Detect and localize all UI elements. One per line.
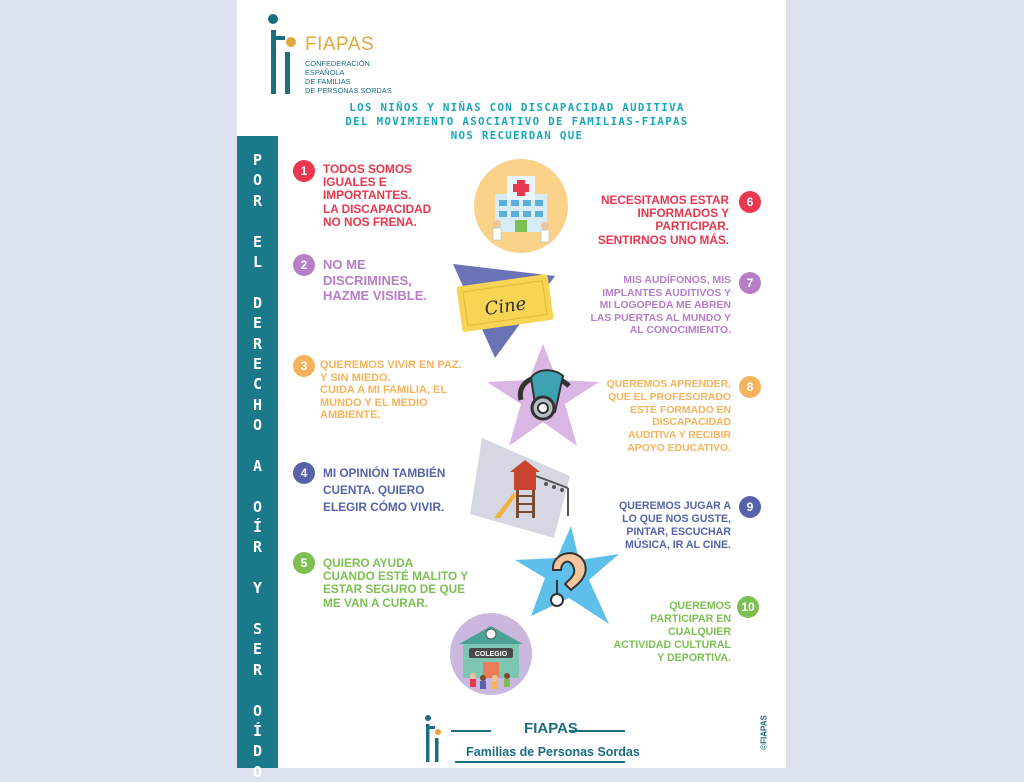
item-line: QUEREMOS JUGAR A — [618, 500, 731, 512]
item-9-number: 9 — [739, 496, 761, 518]
item-6-number: 6 — [739, 191, 761, 213]
sidebar-char: Y — [252, 579, 263, 598]
logo-subtitle-line: DE FAMILIAS — [305, 77, 351, 86]
item-line: CUIDA A MI FAMILIA, EL — [320, 384, 448, 397]
sidebar-char: R — [252, 660, 263, 679]
fiapas-logo — [265, 12, 392, 101]
item-line: PARTICIPAR EN — [650, 613, 731, 625]
item-line: QUEREMOS APRENDER, — [606, 379, 731, 390]
item-line: IMPORTANTES. — [323, 188, 412, 203]
item-line: QUEREMOS VIVIR EN PAZ. — [320, 359, 462, 371]
copyright — [757, 712, 771, 762]
item-line: ME VAN A CURAR. — [323, 595, 429, 610]
headline — [307, 101, 727, 143]
item-line: LA DISCAPACIDAD — [323, 201, 432, 216]
headline-line: DEL MOVIMIENTO ASOCIATIVO DE FAMILIAS-FIAPAS — [345, 115, 689, 128]
sidebar-char — [253, 211, 262, 231]
sidebar-char: O — [252, 701, 263, 720]
item-line: Y DEPORTIVA. — [657, 652, 731, 664]
headline-line: NOS RECUERDAN QUE — [450, 129, 584, 142]
logo-brand: FIAPAS — [305, 34, 375, 55]
item-line: MÚSICA, IR AL CINE. — [625, 539, 731, 551]
sidebar-char: H — [252, 395, 263, 414]
sidebar-char: D — [252, 293, 263, 312]
copyright-text: ©FIAPAS — [759, 715, 769, 750]
item-line: MUNDO Y EL MEDIO — [320, 396, 428, 409]
sidebar-char: L — [252, 252, 263, 271]
sidebar-char: S — [252, 619, 263, 638]
item-line: AL CONOCIMIENTO. — [629, 325, 731, 337]
item-line: IGUALES E — [323, 175, 387, 190]
sidebar-char: O — [252, 171, 263, 190]
sidebar-vertical-text — [237, 150, 278, 782]
sidebar-char: O — [252, 416, 263, 435]
item-3-text — [320, 359, 462, 422]
item-line: LO QUE NOS GUSTE, — [622, 513, 731, 525]
poster — [237, 0, 786, 781]
item-line: HAZME VISIBLE. — [323, 288, 428, 303]
sidebar-char — [253, 435, 262, 455]
logo-subtitle-line: ESPAÑOLA — [305, 68, 345, 77]
sidebar-char: D — [252, 742, 263, 761]
item-line: Y SIN MIEDO. — [320, 371, 391, 384]
sidebar-char: R — [252, 538, 263, 557]
item-line: PINTAR, ESCUCHAR — [626, 526, 731, 538]
item-line: PARTICIPAR. — [655, 219, 729, 234]
school-icon — [449, 612, 533, 696]
item-7-number: 7 — [739, 272, 761, 294]
item-line: NO ME — [323, 257, 366, 272]
item-line: CUALQUIER — [668, 626, 731, 638]
logo-subtitle — [305, 59, 425, 95]
item-line: NECESITAMOS ESTAR — [600, 193, 729, 207]
item-9-text — [573, 500, 731, 552]
sidebar-char: O — [252, 762, 263, 781]
sidebar-char — [253, 476, 262, 496]
sidebar-char: P — [252, 151, 263, 169]
sidebar-char: R — [252, 334, 263, 353]
school-label: COLEGIO — [474, 651, 508, 658]
item-line: ESTAR SEGURO DE QUE — [323, 582, 466, 597]
item-6-text — [565, 194, 729, 247]
sidebar-char: E — [252, 640, 263, 659]
item-5-number: 5 — [293, 552, 315, 574]
item-4-number: 4 — [293, 462, 315, 484]
footer-logo-mark-icon — [423, 714, 445, 764]
item-line: CUENTA. QUIERO — [323, 483, 425, 497]
item-5-text — [323, 557, 468, 610]
sidebar-char — [253, 558, 262, 578]
item-line: APOYO EDUCATIVO. — [627, 442, 731, 454]
item-10-number: 10 — [737, 596, 759, 618]
sidebar-char: O — [252, 497, 263, 516]
fiapas-logo-mark-icon — [265, 12, 303, 96]
sidebar-char: Í — [252, 721, 263, 740]
item-4-text — [323, 465, 445, 516]
item-line: DISCAPACIDAD — [652, 417, 731, 429]
sidebar-char: A — [252, 456, 263, 475]
item-line: QUIERO AYUDA — [323, 556, 414, 570]
item-line: INFORMADOS Y — [637, 206, 729, 221]
sidebar-char — [253, 272, 262, 292]
item-2-number: 2 — [293, 254, 315, 276]
item-1-text — [323, 163, 431, 229]
logo-subtitle-line: CONFEDERACIÓN — [305, 59, 370, 68]
footer-logo — [423, 714, 640, 769]
sidebar-banner — [237, 136, 278, 781]
item-line: LAS PUERTAS AL MUNDO Y — [590, 312, 731, 324]
item-10-text — [567, 600, 731, 665]
headline-line: LOS NIÑOS Y NIÑAS CON DISCAPACIDAD AUDITIVA — [349, 101, 685, 114]
sidebar-char: R — [252, 191, 263, 210]
sidebar-char: E — [252, 354, 263, 373]
item-8-number: 8 — [739, 376, 761, 398]
cinema-label: Cine — [483, 293, 528, 320]
item-line: AUDITIVA Y RECIBIR — [628, 430, 731, 442]
item-line: TODOS SOMOS — [323, 162, 412, 176]
item-2-text — [323, 257, 427, 304]
item-line: QUEREMOS — [669, 600, 731, 612]
item-line: MIS AUDÍFONOS, MIS — [623, 275, 731, 286]
item-line: QUE EL PROFESORADO — [608, 391, 731, 403]
item-line: DISCRIMINES, — [323, 272, 412, 288]
item-1-number: 1 — [293, 160, 315, 182]
item-line: MI OPINIÓN TAMBIÉN — [323, 466, 446, 480]
item-line: ESTÉ FORMADO EN — [629, 404, 731, 416]
item-7-text — [565, 275, 731, 338]
item-line: NO NOS FRENA. — [323, 214, 417, 229]
item-line: SENTIRNOS UNO MÁS. — [597, 232, 729, 247]
hospital-icon — [473, 158, 569, 254]
sidebar-char — [253, 599, 262, 619]
sidebar-char: Í — [252, 518, 263, 537]
footer-brand: FIAPAS — [524, 720, 578, 737]
item-line: IMPLANTES AUDITIVOS Y — [602, 287, 731, 299]
sidebar-char: E — [252, 232, 263, 251]
item-line: AMBIENTE. — [320, 409, 381, 422]
item-3-number: 3 — [293, 355, 315, 377]
sidebar-char — [253, 680, 262, 700]
logo-subtitle-line: DE PERSONAS SORDAS — [305, 86, 392, 95]
footer-rule — [455, 761, 625, 763]
item-line: CUANDO ESTÉ MALITO Y — [323, 569, 469, 584]
item-line: MI LOGOPEDA ME ABREN — [599, 300, 731, 312]
item-8-text — [565, 379, 731, 456]
item-line: ACTIVIDAD CULTURAL — [613, 639, 731, 651]
sidebar-char: C — [252, 375, 263, 394]
footer-subtitle: Familias de Personas Sordas — [466, 745, 640, 759]
item-line: ELEGIR CÓMO VIVIR. — [323, 500, 445, 514]
sidebar-char: E — [252, 314, 263, 333]
